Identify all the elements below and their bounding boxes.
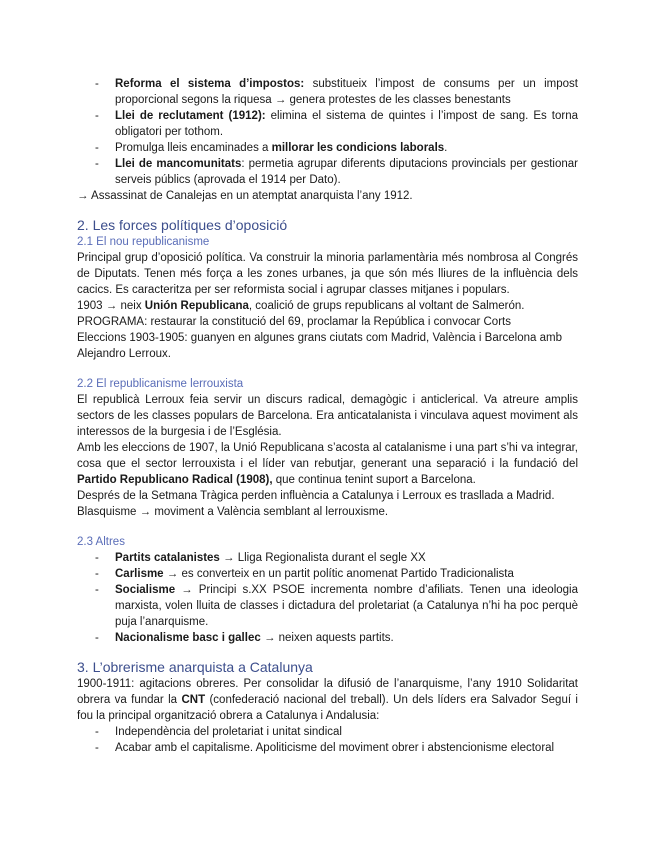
- list-item: - Independència del proletariat i unitat sindical: [77, 724, 578, 740]
- list-item: - Carlisme → es converteix en un partit polític anomenat Partido Tradicionalista: [77, 566, 578, 582]
- paragraph: PROGRAMA: restaurar la constitució del 69, proclamar la República i convocar Corts: [77, 316, 511, 328]
- document-content: [77, 76, 578, 756]
- paragraph: Principal grup d’oposició política. Va construir la minoria parlamentària més nombrosa al Congrés de Diputats. Tenen més força a les zones urbanes, ja que són més lliures de la influència dels cacics. Es caracteritza per ser reformista social i agrupar classes mitjanes i populars.: [77, 252, 578, 296]
- section-2-2-heading: 2.2 El republicanisme lerrouxista: [77, 378, 244, 390]
- list-item: - Acabar amb el capitalisme. Apoliticisme del moviment obrer i abstencionisme electoral: [77, 740, 578, 756]
- others-list: [77, 550, 578, 646]
- canalejas-line: → Assassinat de Canalejas en un atemptat anarquista l’any 1912.: [77, 190, 413, 202]
- paragraph: El republicà Lerroux feia servir un discurs radical, demagògic i anticlerical. Va atreure amplis sectors de les classes populars de Barcelona. Era anticatalanista i vinculava aquest moviment als interessos de la burgesia i de l’Església.: [77, 394, 578, 438]
- list-item: - Promulga lleis encaminades a millorar les condicions laborals.: [77, 140, 578, 156]
- list-item: - Llei de mancomunitats: permetia agrupar diferents diputacions provincials per gestionar serveis públics (aprovada el 1914 per Dato).: [77, 156, 578, 188]
- paragraph: Amb les eleccions de 1907, la Unió Republicana s’acosta al catalanisme i una part s’hi va integrar, cosa que el sector lerrouxista i el líder van rebutjar, generant una separació i la fundació del Partido Republicano Radical (1908), que continua tenint suport a Barcelona.: [77, 442, 578, 486]
- section-2-heading: 2. Les forces polítiques d’oposició: [77, 217, 288, 233]
- section-2-1-heading: 2.1 El nou republicanisme: [77, 236, 210, 248]
- section-2-3-heading: 2.3 Altres: [77, 536, 125, 548]
- paragraph: Després de la Setmana Tràgica perden influència a Catalunya i Lerroux es trasllada a Madrid.: [77, 490, 555, 502]
- cnt-list: [77, 724, 578, 756]
- paragraph: 1900-1911: agitacions obreres. Per consolidar la difusió de l’anarquisme, l’any 1910 Solidaritat obrera va fundar la CNT (confederació nacional del treball). Un dels líders era Salvador Seguí i fou la principal organització obrera a Catalunya i Andalusia:: [77, 678, 578, 722]
- reforms-list: [77, 76, 578, 188]
- section-3-heading: 3. L’obrerisme anarquista a Catalunya: [77, 659, 313, 675]
- paragraph: Eleccions 1903-1905: guanyen en algunes grans ciutats com Madrid, València i Barcelona amb Alejandro Lerroux.: [77, 332, 562, 360]
- list-item: - Llei de reclutament (1912): elimina el sistema de quintes i l’impost de sang. Es torna obligatori per tothom.: [77, 108, 578, 140]
- list-item: - Partits catalanistes → Lliga Regionalista durant el segle XX: [77, 550, 578, 566]
- paragraph: Blasquisme → moviment a València semblant al lerrouxisme.: [77, 506, 389, 518]
- list-item: - Nacionalisme basc i gallec → neixen aquests partits.: [77, 630, 578, 646]
- list-item: - Socialisme → Principi s.XX PSOE incrementa nombre d’afiliats. Tenen una ideologia marxista, volen lluita de classes i dictadura del proletariat (a Catalunya n’hi ha poc perquè puja l’anarquisme.: [77, 582, 578, 630]
- list-item: - Reforma el sistema d’impostos: substitueix l’impost de consums per un impost proporcional segons la riquesa → genera protestes de les classes benestants: [77, 76, 578, 108]
- paragraph: 1903 → neix Unión Republicana, coalició de grups republicans al voltant de Salmerón.: [77, 300, 525, 312]
